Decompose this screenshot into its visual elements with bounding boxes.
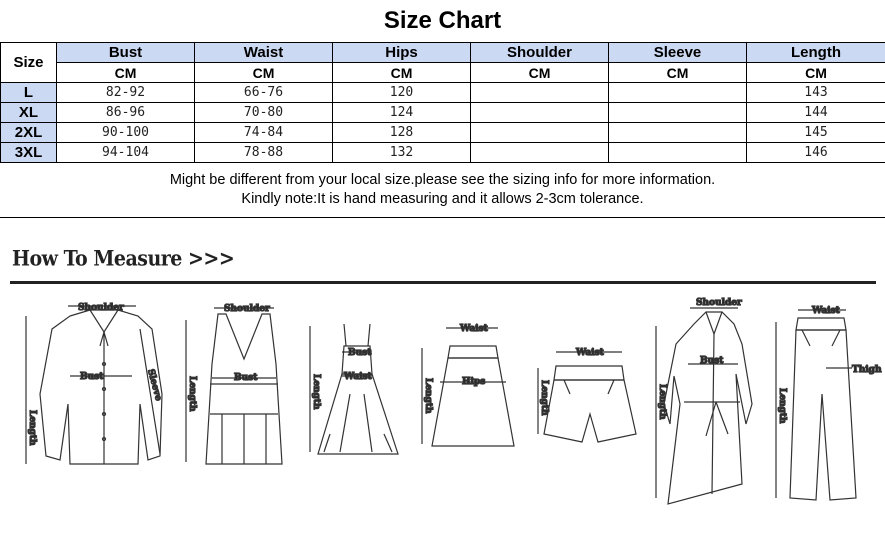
unit-cell: CM xyxy=(471,63,609,83)
table-row xyxy=(1,103,885,123)
sleeve-cell xyxy=(609,103,747,123)
length-label: Length xyxy=(539,380,549,416)
column-header-waist: Waist xyxy=(195,43,333,63)
unit-cell: CM xyxy=(609,63,747,83)
bust-label: Bust xyxy=(700,356,724,366)
size-label: L xyxy=(1,83,57,103)
unit-cell: CM xyxy=(333,63,471,83)
column-header-length: Length xyxy=(747,43,885,63)
measurement-illustrations xyxy=(0,284,885,536)
sleeve-label: Sleeve xyxy=(145,368,164,403)
length-label: Length xyxy=(423,378,433,414)
shoulder-cell xyxy=(471,143,609,163)
sleeve-cell xyxy=(609,143,747,163)
shoulder-label: Shoulder xyxy=(224,304,270,314)
bust-cell: 90-100 xyxy=(57,123,195,143)
waist-label: Waist xyxy=(812,306,840,316)
hips-cell: 120 xyxy=(333,83,471,103)
table-row xyxy=(1,83,885,103)
header-row xyxy=(1,43,885,63)
note-line: Kindly note:It is hand measuring and it allows 2-3cm tolerance. xyxy=(241,191,644,207)
column-header-shoulder: Shoulder xyxy=(471,43,609,63)
waist-cell: 74-84 xyxy=(195,123,333,143)
length-label: Length xyxy=(187,376,197,412)
page-title: Size Chart xyxy=(383,7,502,34)
skirt-drawing xyxy=(422,328,514,446)
length-cell: 145 xyxy=(747,123,885,143)
length-label: Length xyxy=(657,384,667,420)
table-row xyxy=(1,143,885,163)
waist-cell: 78-88 xyxy=(195,143,333,163)
column-header-hips: Hips xyxy=(333,43,471,63)
shoulder-cell xyxy=(471,123,609,143)
trousers-drawing xyxy=(776,310,856,500)
bust-cell: 94-104 xyxy=(57,143,195,163)
hips-cell: 132 xyxy=(333,143,471,163)
shoulder-label: Shoulder xyxy=(78,303,124,313)
shorts-drawing xyxy=(538,352,636,442)
waist-label: Waist xyxy=(344,372,372,382)
bust-label: Bust xyxy=(80,372,104,382)
waist-label: Waist xyxy=(576,348,604,358)
blouse-drawing xyxy=(26,306,162,464)
shoulder-label: Shoulder xyxy=(696,298,742,308)
tank-top-drawing xyxy=(186,308,282,464)
unit-cell: CM xyxy=(747,63,885,83)
waist-cell: 66-76 xyxy=(195,83,333,103)
table-row xyxy=(1,123,885,143)
hips-cell: 128 xyxy=(333,123,471,143)
length-label: Length xyxy=(777,388,787,424)
column-header-bust: Bust xyxy=(57,43,195,63)
shoulder-cell xyxy=(471,103,609,123)
hips-cell: 124 xyxy=(333,103,471,123)
unit-row xyxy=(1,63,885,83)
notes-box xyxy=(0,162,885,218)
length-label: Length xyxy=(27,410,37,446)
bust-cell: 86-96 xyxy=(57,103,195,123)
length-label: Length xyxy=(311,374,321,410)
unit-cell: CM xyxy=(195,63,333,83)
size-label: 3XL xyxy=(1,143,57,163)
waist-cell: 70-80 xyxy=(195,103,333,123)
size-label: 2XL xyxy=(1,123,57,143)
column-header-sleeve: Sleeve xyxy=(609,43,747,63)
waist-label: Waist xyxy=(460,324,488,334)
bust-cell: 82-92 xyxy=(57,83,195,103)
size-label: XL xyxy=(1,103,57,123)
bust-label: Bust xyxy=(348,348,372,358)
length-cell: 143 xyxy=(747,83,885,103)
unit-cell: CM xyxy=(57,63,195,83)
thigh-label: Thigh xyxy=(852,365,882,375)
coat-drawing xyxy=(656,308,752,504)
how-to-measure-heading: How To Measure >>> xyxy=(12,246,235,272)
note-line: Might be different from your local size.please see the sizing info for more information. xyxy=(169,172,716,188)
length-cell: 146 xyxy=(747,143,885,163)
shoulder-cell xyxy=(471,83,609,103)
camisole-dress-drawing xyxy=(310,324,398,454)
sleeve-cell xyxy=(609,83,747,103)
sleeve-cell xyxy=(609,123,747,143)
size-header: Size xyxy=(1,43,57,83)
size-chart-table xyxy=(0,42,885,163)
hips-label: Hips xyxy=(462,377,486,387)
length-cell: 144 xyxy=(747,103,885,123)
bust-label: Bust xyxy=(234,373,258,383)
